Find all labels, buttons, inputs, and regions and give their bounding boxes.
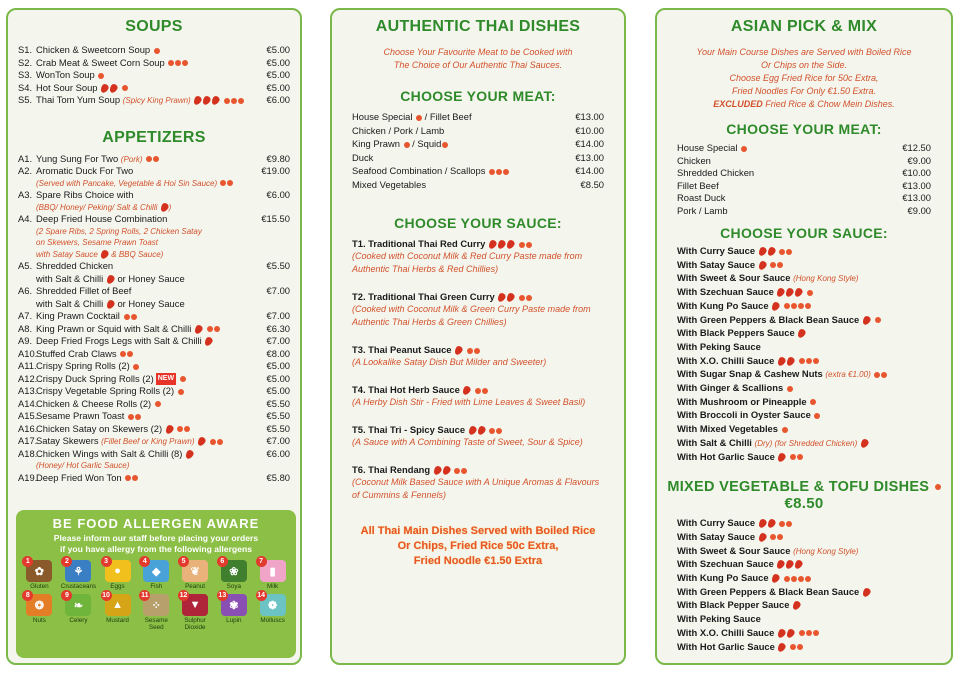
allergen-item: 3 ● Eggs: [100, 560, 135, 590]
sauce-item: With Mixed Vegetables: [677, 422, 931, 436]
menu-item: A17.Satay Skewers (Fillet Beef or King Prawn) €7.00: [18, 435, 290, 447]
allergen-icon: [798, 576, 804, 582]
allergen-icon: [770, 534, 776, 540]
soya-icon: 6 ❀: [221, 560, 247, 582]
sauce-item: With Green Peppers & Black Bean Sauce: [677, 585, 931, 599]
sauce-item: With Curry Sauce: [677, 516, 931, 530]
allergen-item: 10 ▲ Mustard: [102, 592, 129, 624]
menu-item: S2. Crab Meat & Sweet Corn Soup €5.00: [18, 56, 290, 68]
allergen-icon: [797, 454, 803, 460]
new-badge: NEW: [156, 373, 176, 386]
allergen-icon: [807, 290, 813, 296]
sauce-item: With Black Peppers Sauce: [677, 326, 931, 340]
chili-icon: [757, 532, 768, 543]
lupin-icon: 13 ✾: [221, 594, 247, 616]
menu-item: A14.Chicken & Cheese Rolls (2) €5.50: [18, 397, 290, 409]
sauce-item: With Hot Garlic Sauce: [677, 640, 931, 654]
peanut-icon: 5 ❦: [182, 560, 208, 582]
asian-panel: ASIAN PICK & MIX Your Main Course Dishes are Served with Boiled Rice Or Chips on the Side. Choose Egg Fried Rice for 50c Extra, Fried Noodles For Only €1.50 Extra. EXCLUDED Fried Rice & Chow Mein Dishes. CHOOSE YOUR MEAT: House Special €12.50 Chicken €9.00 Shredded Chicken €10.00 Fillet Beef €13.00 Roast Duck €13.00 Pork / Lamb €9.00 CHOOSE YOUR SAUCE: With Curry Sauce With Satay Sauce With Sweet & Sour Sauce (Hong Kong Style) With Szechuan Sauce With Kung Po Sauce With Green Peppers & Black Bean Sauce With Black Peppers Sauce With Peking Sauce With X.O. Chilli Sauce With Sugar Snap & Cashew Nuts (extra €1.00) With Ginger & Scallions With Mushroom or Pineapple With Broccoli in Oyster Sauce With Mixed Vegetables With Salt & Chilli (Dry) (for Shredded Chicken) With Hot Garlic Sauce MIXED VEGETABLE & TOFU DISHES €8.50 With Curry Sauce With Satay Sauce With Sweet & Sour Sauce (Hong Kong Style) With Szechuan Sauce With Kung Po Sauce With Green Peppers & Black Bean Sauce With Black Pepper Sauce With Peking Sauce With X.O. Chilli Sauce With Hot Garlic Sauce: [655, 8, 953, 665]
allergen-icon: [814, 413, 820, 419]
allergen-item: 7 ▮ Milk: [255, 560, 290, 590]
allergen-box: [16, 510, 296, 658]
asian-heading: ASIAN PICK & MIX: [730, 18, 878, 35]
chili-icon: [99, 82, 110, 93]
allergen-item: 8 ❂ Nuts: [22, 594, 57, 631]
sauce-item: With Sugar Snap & Cashew Nuts (extra €1.00): [677, 367, 931, 381]
thai-panel: AUTHENTIC THAI DISHES Choose Your Favourite Meat to be Cooked with The Choice of Our Authentic Thai Sauces. CHOOSE YOUR MEAT: House Special / Fillet Beef €13.00 Chicken / Pork / Lamb €10.00 King Prawn / Squid €14.00 Duck €13.00 Seafood Combination / Scallops €14.00 Mixed Vegetables €8.50 CHOOSE YOUR SAUCE: T1. Traditional Thai Red Curry (Cooked with Coconut Milk & Red Curry Paste made from Authentic Thai Herbs & Red Chillies) T2. Traditional Thai Green Curry (Cooked with Coconut Milk & Green Curry Paste made from Authentic Thai Herbs & Green Chillies) T3. Thai Peanut Sauce (A Lookalike Satay Dish But Milder and Sweeter) T4. Thai Hot Herb Sauce (A Herby Dish Stir - Fried with Lime Leaves & Sweet Basil) T5. Thai Tri - Spicy Sauce (A Sauce with A Combining Taste of Sweet, Sour & Spice) T6. Thai Rendang (Coconut Milk Based Sauce with A Unique Aromas & Flavours of Cummins & Fennels) All Thai Main Dishes Served with Boiled Rice Or Chips, Fried Rice 50c Extra, Fried Noodle €1.50 Extra: [330, 8, 626, 665]
nut-icon: 8 ❂: [26, 594, 52, 616]
sauce-item: T4. Thai Hot Herb Sauce (A Herby Dish Stir - Fried with Lime Leaves & Sweet Basil): [352, 384, 586, 407]
menu-item: A16.Chicken Satay on Skewers (2) €5.50: [18, 422, 290, 434]
allergen-icon: [777, 262, 783, 268]
chili-icon: [770, 301, 781, 312]
appetizers-list: A1. Yung Sung For Two (Pork) €9.80 A2. Aromatic Duck For Two €19.00 (Served with Pancake, Vegetable & Hoi Sin Sauce) A3. Spare Ribs Choice with €6.00 (BBQ/ Honey/ Peking/ Salt & Chilli ) A4. Deep Fried House Combination €15.50 (2 Spare Ribs, 2 Spring Rolls, 2 Chicken Satay on Skewers, Sesame Prawn Toast with Satay Sauce & BBQ Sauce) A5. Shredded Chicken €5.50 with Salt & Chilli or Honey Sauce A6. Shredded Fillet of Beef €7.00 with Salt & Chilli or Honey Sauce A7. King Prawn Cocktail €7.00 A8. King Prawn or Squid with Salt & Chilli €6.30 A9. Deep Fried Frogs Legs with Salt & Chilli €7.00 A10.Stuffed Crab Claws €8.00 A11.Crispy Spring Rolls (2) €5.00 A12.Crispy Duck Spring Rolls (2) NEW €5.00 A13.Crispy Vegetable Spring Rolls (2) €5.00 A14.Chicken & Cheese Rolls (2) €5.50 A15.Sesame Prawn Toast €5.50 A16.Chicken Satay on Skewers (2) €5.50 A17.Satay Skewers (Fillet Beef or King Prawn) €7.00 A18.Chicken Wings with Salt & Chilli (8) €6.00 (Honey/ Hot Garlic Sauce) A19.Deep Fried Won Ton €5.80: [18, 152, 290, 483]
tofu-price: €8.50: [784, 495, 824, 513]
chili-icon: [777, 641, 788, 652]
tofu-sauce-list: [667, 516, 941, 653]
allergen-line-1: Please inform our staff before placing your orders: [53, 533, 259, 543]
chili-icon: [766, 246, 777, 257]
menu-item: S3. WonTon Soup €5.00: [18, 69, 290, 80]
menu-item: A5. Shredded Chicken €5.50: [18, 260, 290, 271]
sauce-item: With X.O. Chilli Sauce: [677, 354, 931, 368]
sauce-item: With Kung Po Sauce: [677, 299, 931, 313]
thai-heading: AUTHENTIC THAI DISHES: [375, 18, 581, 35]
menu-item: S4. Hot Sour Soup €5.00: [18, 81, 290, 93]
mollusc-icon: 14 ❁: [260, 594, 286, 616]
item-note: (2 Spare Ribs, 2 Spring Rolls, 2 Chicken Satay: [36, 226, 202, 236]
allergen-icon: [779, 249, 785, 255]
item-note: (BBQ/ Honey/ Peking/ Salt & Chilli ): [36, 202, 172, 212]
asian-sauce-heading: CHOOSE YOUR SAUCE:: [720, 225, 888, 241]
chili-icon: [757, 246, 768, 257]
allergen-item: 11 ⁘ Sesame Seed: [141, 592, 168, 631]
chili-icon: [785, 628, 796, 639]
menu-item: A8. King Prawn or Squid with Salt & Chilli €6.30: [18, 322, 290, 334]
sauce-item: T5. Thai Tri - Spicy Sauce (A Sauce with A Combining Taste of Sweet, Sour & Spice): [352, 424, 583, 447]
allergen-icon: [799, 630, 805, 636]
menu-item: S5. Thai Tom Yum Soup (Spicy King Prawn) €6.00: [18, 94, 290, 105]
menu-item: A13.Crispy Vegetable Spring Rolls (2) €5.00: [18, 385, 290, 397]
menu-item: A2. Aromatic Duck For Two €19.00: [18, 165, 290, 176]
chili-icon: [861, 314, 872, 325]
milk-icon: 7 ▮: [260, 560, 286, 582]
thai-sauce-heading: CHOOSE YOUR SAUCE:: [394, 215, 562, 231]
allergen-icon: [786, 521, 792, 527]
menu-item: A11.Crispy Spring Rolls (2) €5.00: [18, 360, 290, 371]
menu-item: Mixed Vegetables €8.50: [352, 178, 604, 190]
allergen-icon: [791, 303, 797, 309]
sauce-item: With Sweet & Sour Sauce (Hong Kong Style): [677, 272, 859, 284]
allergen-icon: [810, 399, 816, 405]
menu-item: King Prawn / Squid €14.00: [352, 138, 604, 149]
menu-item: Duck €13.00: [352, 151, 604, 163]
sauce-item: With Peking Sauce: [677, 613, 761, 625]
allergen-title: BE FOOD ALLERGEN AWARE: [52, 516, 260, 531]
thai-sauce-list: [342, 237, 614, 502]
menu-item: A4. Deep Fried House Combination €15.50: [18, 213, 290, 224]
fish-icon: 4 ◆: [143, 560, 169, 582]
sauce-item: T6. Thai Rendang (Coconut Milk Based Sauce with A Unique Aromas & Flavours of Cummins & Fennels): [352, 464, 600, 500]
thai-closing-note: All Thai Main Dishes Served with Boiled Rice Or Chips, Fried Rice 50c Extra, Fried Noodle €1.50 Extra: [360, 525, 596, 567]
menu-item: A3. Spare Ribs Choice with €6.00: [18, 189, 290, 200]
allergen-item: 1 ✿ Gluten: [22, 560, 57, 590]
sauce-item: T1. Traditional Thai Red Curry (Cooked with Coconut Milk & Red Curry Paste made from Authentic Thai Herbs & Red Chillies): [352, 238, 583, 274]
allergen-item: 6 ❀ Soya: [216, 560, 251, 590]
sauce-item: With Satay Sauce: [677, 258, 931, 272]
allergen-icon: [787, 386, 793, 392]
chili-icon: [794, 287, 805, 298]
item-note: (Honey/ Hot Garlic Sauce): [36, 461, 130, 471]
sauce-item: With Curry Sauce: [677, 244, 931, 258]
allergen-icon: [790, 454, 796, 460]
allergen-icon: [782, 427, 788, 433]
item-note: with Satay Sauce & BBQ Sauce): [36, 249, 164, 259]
allergen-icon: [154, 48, 160, 54]
menu-item: Chicken / Pork / Lamb €10.00: [352, 124, 604, 136]
chili-icon: [785, 355, 796, 366]
asian-meat-heading: CHOOSE YOUR MEAT:: [726, 121, 882, 137]
celery-icon: 9 ❧: [65, 594, 91, 616]
item-note: (Served with Pancake, Vegetable & Hoi Sin Sauce): [18, 178, 290, 190]
chili-icon: [777, 451, 788, 462]
sauce-item: With Sweet & Sour Sauce (Hong Kong Style): [677, 544, 859, 556]
allergen-icon: [777, 534, 783, 540]
allergen-icon: [806, 630, 812, 636]
chili-icon: [776, 355, 787, 366]
sauce-item: With Peking Sauce: [677, 340, 761, 352]
menu-item: A7. King Prawn Cocktail €7.00: [18, 310, 290, 321]
allergen-icon: [770, 262, 776, 268]
item-note: on Skewers, Sesame Prawn Toast: [36, 238, 158, 247]
allergen-icon: [791, 576, 797, 582]
menu-item: Shredded Chicken €10.00: [677, 167, 931, 178]
chili-icon: [861, 587, 872, 598]
sauce-item: With Ginger & Scallions: [677, 381, 931, 395]
sauce-item: With Mushroom or Pineapple: [677, 395, 931, 409]
asian-sauce-list: [667, 244, 941, 463]
menu-item: A19.Deep Fried Won Ton €5.80: [18, 471, 290, 483]
allergen-icon: [779, 521, 785, 527]
sauce-item: With Szechuan Sauce: [677, 557, 931, 571]
allergen-icon: [790, 644, 796, 650]
allergen-icon: [786, 249, 792, 255]
sauce-item: With Black Pepper Sauce: [677, 598, 931, 612]
menu-item: A15.Sesame Prawn Toast €5.50: [18, 410, 290, 422]
sauce-item: With X.O. Chilli Sauce: [677, 626, 931, 640]
menu-item: A1. Yung Sung For Two (Pork) €9.80: [18, 152, 290, 164]
menu-item: A10.Stuffed Crab Claws €8.00: [18, 347, 290, 359]
sauce-item: With Green Peppers & Black Bean Sauce: [677, 313, 931, 327]
menu-item: Roast Duck €13.00: [677, 192, 931, 203]
mustard-icon: 10 ▲: [105, 594, 131, 616]
allergen-item: 12 ▼ Sulphur Dioxide: [178, 594, 213, 631]
allergen-item: 5 ❦ Peanut: [178, 560, 213, 590]
crab-icon: 2 ⚘: [65, 560, 91, 582]
chili-icon: [776, 628, 787, 639]
thai-meat-list: [342, 110, 614, 191]
chili-icon: [794, 559, 805, 570]
allergen-icon: [784, 303, 790, 309]
chili-icon: [791, 600, 802, 611]
chili-icon: [757, 260, 768, 271]
soups-list: [18, 44, 290, 107]
sesame-icon: 11 ⁘: [143, 594, 169, 616]
allergen-icon: [797, 644, 803, 650]
menu-item: House Special €12.50: [677, 142, 931, 153]
menu-item: S1. Chicken & Sweetcorn Soup €5.00: [18, 44, 290, 55]
chili-icon: [108, 82, 119, 93]
chili-icon: [766, 518, 777, 529]
allergen-icon: [806, 358, 812, 364]
allergen-icon: [798, 303, 804, 309]
menu-item: House Special / Fillet Beef €13.00: [352, 111, 604, 122]
allergen-item: 2 ⚘ Crustaceans: [60, 558, 97, 590]
tofu-heading: MIXED VEGETABLE & TOFU DISHES: [667, 479, 941, 495]
allergen-line-2: if you have allergy from the following allergens: [60, 544, 252, 554]
thai-meat-heading: CHOOSE YOUR MEAT:: [400, 88, 556, 104]
sauce-item: With Broccoli in Oyster Sauce: [677, 408, 931, 422]
allergen-icon: [813, 358, 819, 364]
allergen-icon: [799, 358, 805, 364]
allergen-item: 4 ◆ Fish: [139, 560, 174, 590]
allergen-icon: [875, 317, 881, 323]
allergen-item: 9 ❧ Celery: [61, 594, 96, 631]
asian-meat-list: [667, 142, 941, 217]
sauce-item: With Salt & Chilli (Dry) (for Shredded Chicken): [677, 436, 931, 450]
allergen-grid: [22, 560, 290, 631]
sauce-item: T2. Traditional Thai Green Curry (Cooked with Coconut Milk & Green Curry Paste made from Authentic Thai Herbs & Green Chillies): [352, 291, 591, 327]
sauce-item: With Kung Po Sauce: [677, 571, 931, 585]
allergen-icon: [881, 372, 887, 378]
menu-item: A12.Crispy Duck Spring Rolls (2) NEW €5.00: [18, 372, 290, 384]
allergen-icon: [874, 372, 880, 378]
menu-item: A9. Deep Fried Frogs Legs with Salt & Chilli €7.00: [18, 335, 290, 346]
sauce-item: T3. Thai Peanut Sauce (A Lookalike Satay Dish But Milder and Sweeter): [352, 344, 547, 367]
soups-appetizers-panel: [6, 8, 302, 665]
menu-item: Fillet Beef €13.00: [677, 179, 931, 191]
soups-heading: SOUPS: [125, 18, 183, 35]
menu-item: A18.Chicken Wings with Salt & Chilli (8) €6.00: [18, 447, 290, 459]
allergen-item: 13 ✾ Lupin: [216, 594, 251, 631]
chili-icon: [757, 518, 768, 529]
menu-item: Chicken €9.00: [677, 154, 931, 166]
menu-item: Pork / Lamb €9.00: [677, 204, 931, 216]
appetizers-heading: APPETIZERS: [102, 128, 206, 146]
allergen-item: 14 ❁ Molluscs: [257, 592, 285, 624]
chili-icon: [859, 438, 870, 449]
menu-item: Seafood Combination / Scallops €14.00: [352, 165, 604, 176]
sauce-item: With Szechuan Sauce: [677, 285, 931, 299]
allergen-icon: [805, 576, 811, 582]
chili-icon: [797, 328, 808, 339]
wheat-icon: 1 ✿: [26, 560, 52, 582]
egg-icon: 3 ●: [105, 560, 131, 582]
allergen-icon: [784, 576, 790, 582]
allergen-icon: [813, 630, 819, 636]
allergen-icon: [805, 303, 811, 309]
chili-icon: [770, 573, 781, 584]
menu-item: A6. Shredded Fillet of Beef €7.00: [18, 285, 290, 296]
sulphur-icon: 12 ▼: [182, 594, 208, 616]
sauce-item: With Hot Garlic Sauce: [677, 450, 931, 464]
sauce-item: With Satay Sauce: [677, 530, 931, 544]
